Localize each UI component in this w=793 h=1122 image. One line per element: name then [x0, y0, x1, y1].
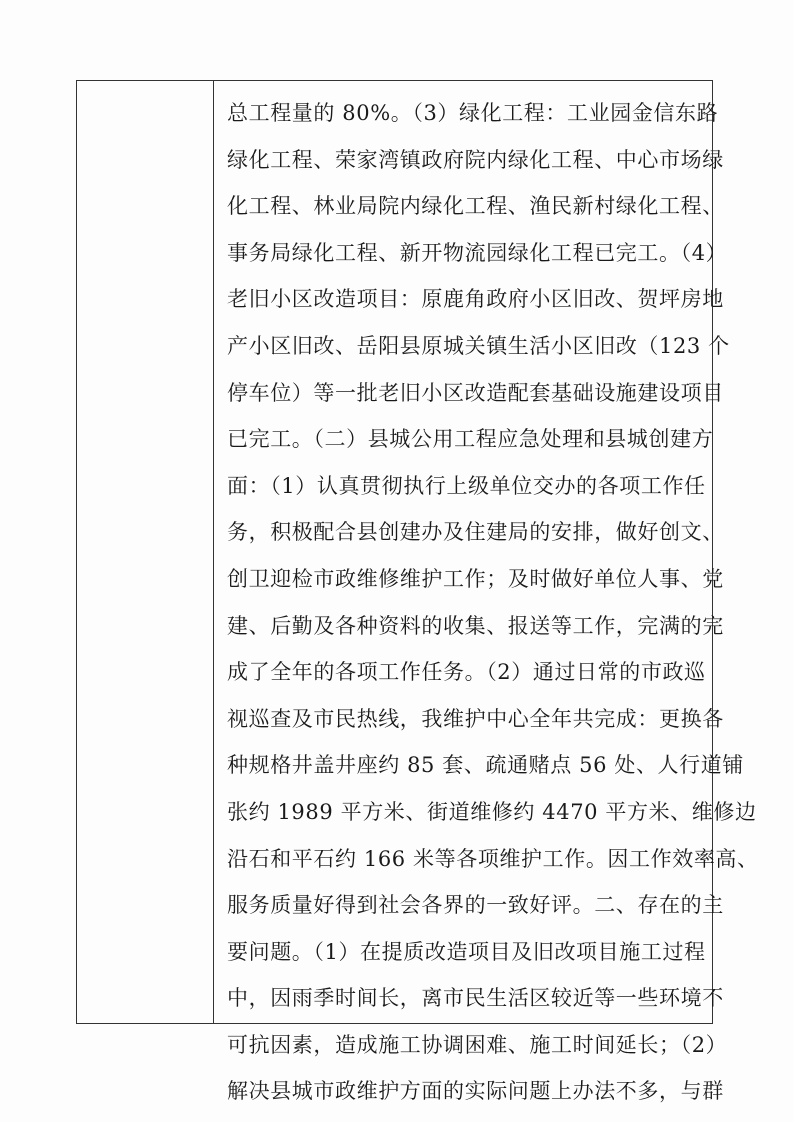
body-text-line: 产小区旧改、岳阳县原城关镇生活小区旧改（123 个 [227, 333, 730, 358]
body-text-line: 视巡查及市民热线，我维护中心全年共完成：更换各 [227, 706, 724, 731]
body-text-line: 中，因雨季时间长，离市民生活区较近等一些环境不 [227, 986, 724, 1011]
body-text-line: 张约 1989 平方米、街道维修约 4470 平方米、维修边 [227, 799, 757, 824]
body-text-line: 务，积极配合县创建办及住建局的安排，做好创文、 [227, 520, 724, 545]
report-table [76, 80, 759, 1104]
table-right-cell [214, 81, 759, 1104]
body-text-line: 要问题。（1）在提质改造项目及旧改项目施工过程 [227, 939, 706, 964]
body-text-line: 已完工。（二）县城公用工程应急处理和县城创建方 [227, 427, 714, 452]
body-text-line: 总工程量的 80%。（3）绿化工程：工业园金信东路 [227, 101, 719, 125]
body-text-line: 建、后勤及各种资料的收集、报送等工作，完满的完 [227, 613, 724, 638]
body-text-line: 面：（1）认真贯彻执行上级单位交办的各项工作任 [227, 473, 706, 498]
body-text-line: 绿化工程、荣家湾镇政府院内绿化工程、中心市场绿 [227, 147, 724, 172]
body-text-line: 解决县城市政维护方面的实际问题上办法不多，与群 [227, 1079, 724, 1104]
body-text-line: 事务局绿化工程、新开物流园绿化工程已完工。（4） [227, 240, 728, 265]
body-text-line: 停车位）等一批老旧小区改造配套基础设施建设项目 [227, 380, 724, 405]
body-text-line: 创卫迎检市政维修维护工作；及时做好单位人事、党 [227, 566, 724, 591]
body-text-line: 种规格井盖井座约 85 套、疏通赌点 56 处、人行道铺 [227, 753, 744, 778]
body-text-line: 化工程、林业局院内绿化工程、渔民新村绿化工程、 [227, 194, 724, 219]
body-text-line: 沿石和平石约 166 米等各项维护工作。因工作效率高、 [227, 846, 759, 871]
body-text-line: 成了全年的各项工作任务。（2）通过日常的市政巡 [227, 660, 706, 685]
body-text-line: 可抗因素，造成施工协调困难、施工时间延长；（2） [227, 1032, 728, 1057]
body-text-line: 服务质量好得到社会各界的一致好评。二、存在的主 [227, 893, 724, 918]
table-left-cell [77, 81, 214, 1023]
body-text-line: 老旧小区改造项目：原鹿角政府小区旧改、贺坪房地 [227, 287, 724, 312]
